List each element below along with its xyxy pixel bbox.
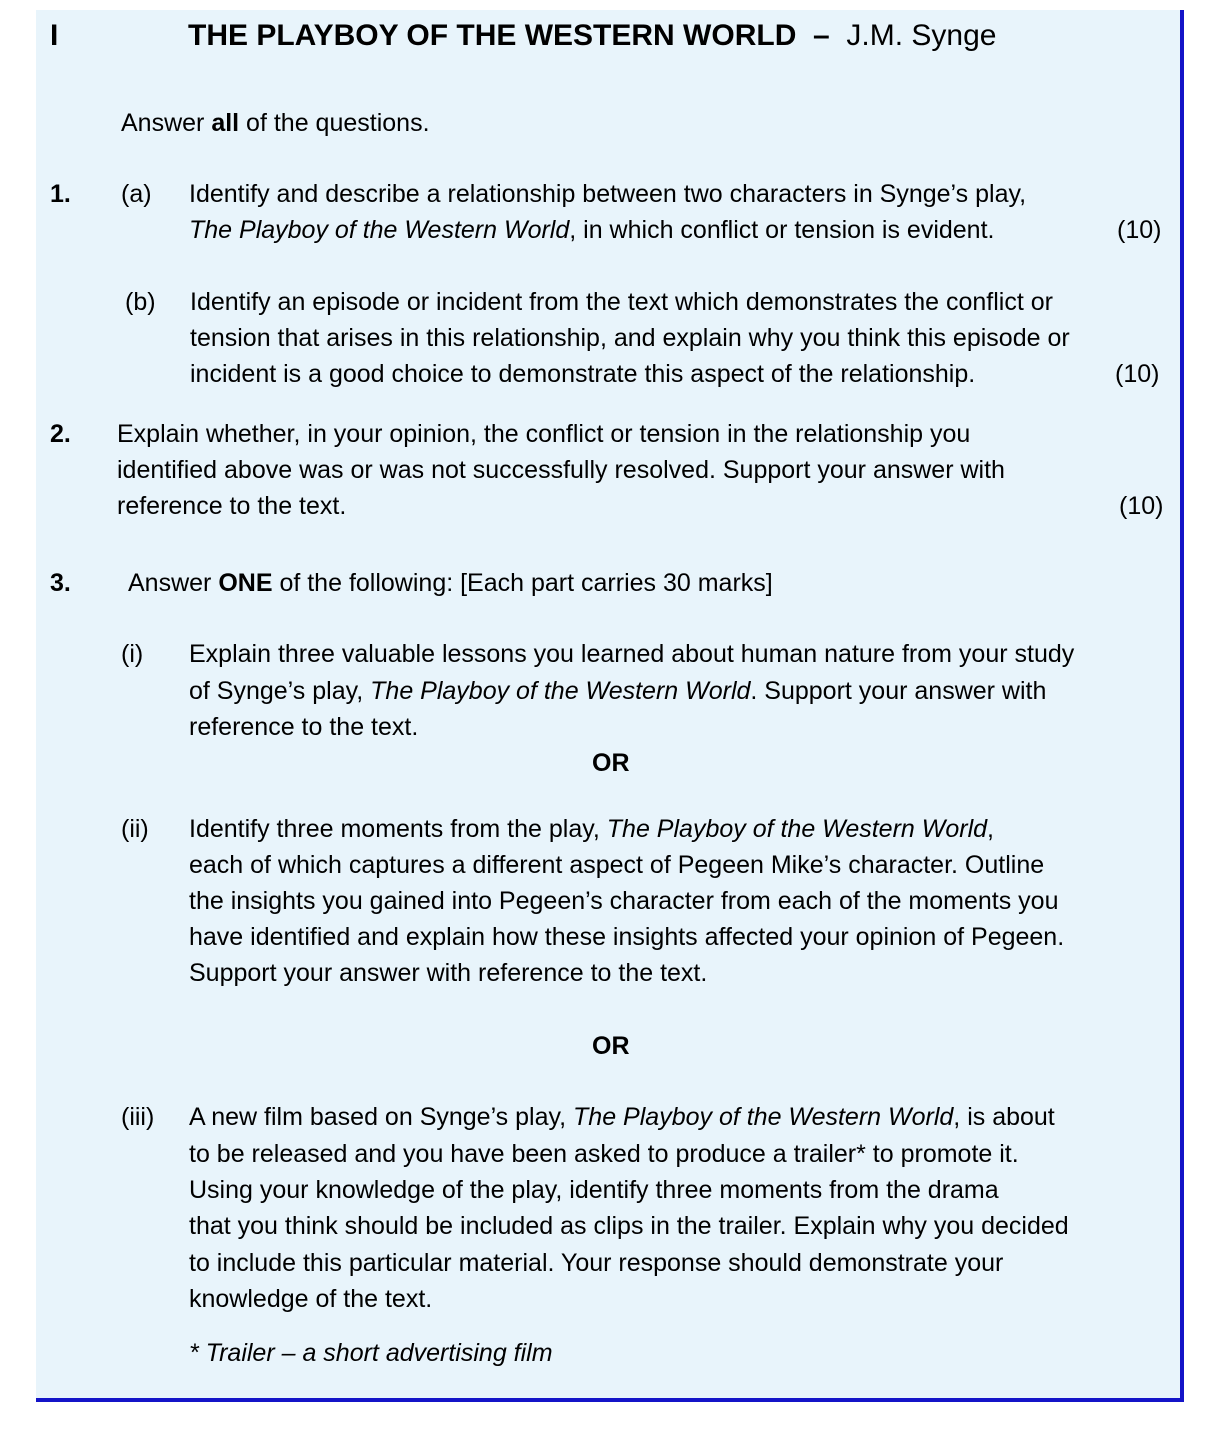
q3iii-line1: A new film based on Synge’s play, The Playboy of the Western World, is about [189, 1103, 1055, 1131]
q3i-label: (i) [121, 640, 144, 668]
q1b-line2: tension that arises in this relationship, and explain why you think this episode or [190, 324, 1070, 352]
q2-line2: identified above was or was not successfully resolved. Support your answer with [117, 456, 1005, 484]
q2-line1: Explain whether, in your opinion, the conflict or tension in the relationship you [117, 420, 971, 448]
author: J.M. Synge [846, 19, 997, 52]
q3iii-line6: knowledge of the text. [189, 1285, 433, 1313]
q3iii-line5: to include this particular material. Your response should demonstrate your [189, 1249, 1004, 1277]
q3i-line2: of Synge’s play, The Playboy of the Western World. Support your answer with [189, 677, 1047, 705]
or-separator-2: OR [592, 1032, 630, 1060]
q2-number: 2. [50, 420, 71, 448]
q1b-marks: (10) [1115, 360, 1160, 388]
q1a-line1: Identify and describe a relationship between two characters in Synge’s play, [189, 180, 1027, 208]
trailer-footnote: * Trailer – a short advertising film [189, 1339, 553, 1367]
q3i-line3: reference to the text. [189, 713, 419, 741]
q1a-marks: (10) [1117, 216, 1162, 244]
play-title: THE PLAYBOY OF THE WESTERN WORLD [188, 19, 797, 52]
or-separator-1: OR [592, 749, 630, 777]
q1b-line1: Identify an episode or incident from the text which demonstrates the conflict or [190, 288, 1053, 316]
page-title [188, 14, 996, 58]
title-dash: – [813, 19, 830, 52]
q3iii-line4: that you think should be included as clips in the trailer. Explain why you decided [189, 1212, 1069, 1240]
q1b-line3: incident is a good choice to demonstrate this aspect of the relationship. [190, 360, 976, 388]
q3iii-line2: to be released and you have been asked to produce a trailer* to promote it. [189, 1140, 1019, 1168]
q3ii-line5: Support your answer with reference to the text. [189, 959, 708, 987]
q2-marks: (10) [1119, 492, 1164, 520]
q2-line3: reference to the text. [117, 492, 347, 520]
q3ii-line2: each of which captures a different aspect of Pegeen Mike’s character. Outline [189, 851, 1045, 879]
section-label: I [50, 19, 59, 52]
q1a-label: (a) [121, 180, 152, 208]
q1-number: 1. [50, 180, 71, 208]
q3i-line1: Explain three valuable lessons you learned about human nature from your study [189, 640, 1075, 668]
q3ii-line4: have identified and explain how these insights affected your opinion of Pegeen. [189, 923, 1065, 951]
q1b-label: (b) [125, 288, 156, 316]
q3ii-line3: the insights you gained into Pegeen’s character from each of the moments you [189, 887, 1059, 915]
q3-number: 3. [50, 569, 71, 597]
q3ii-line1: Identify three moments from the play, The Playboy of the Western World, [189, 815, 994, 843]
q3ii-label: (ii) [121, 815, 149, 843]
q3iii-line3: Using your knowledge of the play, identify three moments from the drama [189, 1176, 999, 1204]
q3iii-label: (iii) [121, 1103, 155, 1131]
q1a-line2: The Playboy of the Western World, in which conflict or tension is evident. [189, 216, 995, 244]
instructions: Answer all of the questions. [121, 109, 430, 137]
q3-intro: Answer ONE of the following: [Each part carries 30 marks] [128, 569, 773, 597]
